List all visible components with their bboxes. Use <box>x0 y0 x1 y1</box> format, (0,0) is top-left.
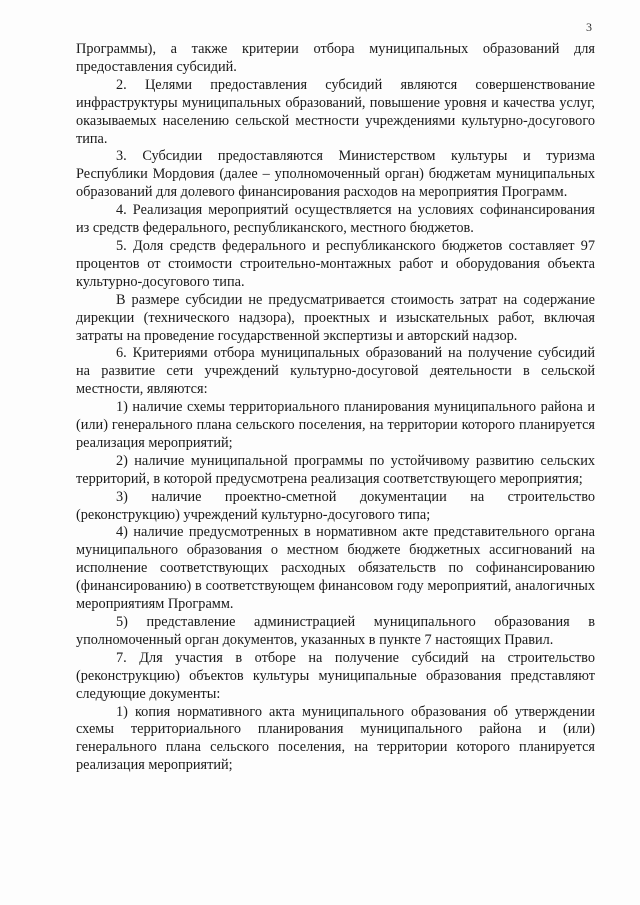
paragraph-item-6: 6. Критериями отбора муниципальных образований на получение субсидий на развитие сети учреждений культурно-досуговой деятельности в сельской местности, являются: <box>76 345 595 398</box>
page-number: 3 <box>586 20 592 34</box>
document-body <box>76 41 595 775</box>
paragraph-item-5: 5. Доля средств федерального и республиканского бюджетов составляет 97 процентов от стоимости строительно-монтажных работ и оборудования объекта культурно-досугового типа. <box>76 237 595 290</box>
required-document-1: 1) копия нормативного акта муниципального образования об утверждении схемы территориального планирования муниципального района и (или) генерального плана сельского поселения, на территории которого планируется реализация мероприятий; <box>76 703 595 774</box>
criterion-1: 1) наличие схемы территориального планирования муниципального района и (или) генерального плана сельского поселения, на территории которого планируется реализация мероприятий; <box>76 399 595 451</box>
paragraph-item-3: 3. Субсидии предоставляются Министерством культуры и туризма Республики Мордовия (далее – уполномоченный орган) бюджетам муниципальных образований для долевого финансирования расходов на мероприятия Программ. <box>76 148 595 201</box>
paragraph-item-2: 2. Целями предоставления субсидий являются совершенствование инфраструктуры муниципальных образований, повышение уровня и качества услуг, оказываемых населению сельской местности учреждениями культурно-досугового типа. <box>76 76 595 147</box>
paragraph-item-7: 7. Для участия в отборе на получение субсидий на строительство (реконструкцию) объектов культуры муниципальные образования представляют следующие документы: <box>76 649 595 702</box>
criterion-3: 3) наличие проектно-сметной документации на строительство (реконструкцию) учреждений культурно-досугового типа; <box>76 488 595 523</box>
criterion-2: 2) наличие муниципальной программы по устойчивому развитию сельских территорий, в которой предусмотрена реализация соответствующего мероприятия; <box>76 452 595 487</box>
paragraph-subsidy-exclusions: В размере субсидии не предусматривается стоимость затрат на содержание дирекции (технического надзора), проектных и изыскательных работ, включая затраты на проведение государственной экспертизы и авторский надзор. <box>76 291 595 344</box>
criterion-5: 5) представление администрацией муниципального образования в уполномоченный орган документов, указанных в пункте 7 настоящих Правил. <box>76 614 595 648</box>
criterion-4: 4) наличие предусмотренных в нормативном акте представительного органа муниципального образования о местном бюджете бюджетных ассигнований на исполнение соответствующих расходных обязательств по софинансированию (финансированию) в соответствующем финансовом году мероприятий, аналогичных мероприятиям Программ. <box>76 524 595 613</box>
paragraph-item-4: 4. Реализация мероприятий осуществляется на условиях софинансирования из средств федерального, республиканского, местного бюджетов. <box>76 202 595 237</box>
paragraph-continuation: Программы), а также критерии отбора муниципальных образований для предоставления субсидий. <box>76 41 595 75</box>
